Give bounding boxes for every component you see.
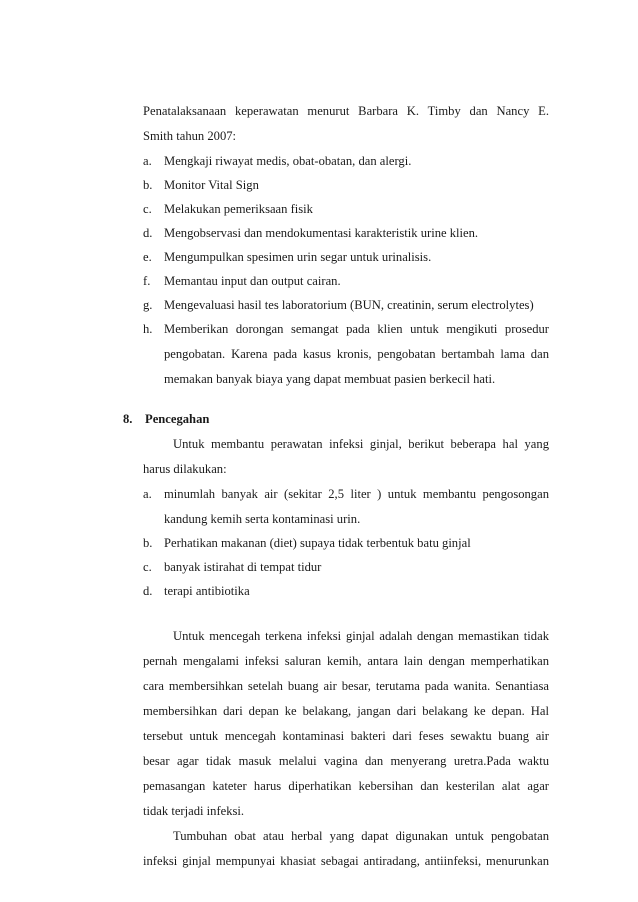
list-item-text: terapi antibiotika xyxy=(164,584,250,598)
list-item-text: Mengevaluasi hasil tes laboratorium (BUN, creatinin, serum electrolytes) xyxy=(164,298,534,312)
paragraph-line: cara membersihkan setelah buang air besar, terutama pada wanita. Senantiasa xyxy=(143,679,549,693)
list-item-text: Mengobservasi dan mendokumentasi karakteristik urine klien. xyxy=(164,226,479,240)
list-item-text: Perhatikan makanan (diet) supaya tidak terbentuk batu ginjal xyxy=(164,536,471,550)
list-item-label: h. xyxy=(143,322,153,336)
list-item-text: Memberikan dorongan semangat pada klien untuk mengikuti prosedur xyxy=(164,322,549,336)
list-item-label: d. xyxy=(143,226,153,240)
list-item-text: Mengkaji riwayat medis, obat-obatan, dan alergi. xyxy=(164,154,412,168)
list-item-text: minumlah banyak air (sekitar 2,5 liter ) untuk membantu pengosongan xyxy=(164,487,549,501)
paragraph-line: pemasangan kateter harus diperhatikan kebersihan dan kesterilan alat agar xyxy=(143,779,549,793)
list-item-text: Memantau input dan output cairan. xyxy=(164,274,341,288)
list-item-label: c. xyxy=(143,202,152,216)
paragraph-line: tidak terjadi infeksi. xyxy=(143,804,245,818)
section-intro-line-1: Untuk membantu perawatan infeksi ginjal, berikut beberapa hal yang xyxy=(173,437,549,451)
intro-line-2: Smith tahun 2007: xyxy=(143,129,237,143)
list-item-text: memakan banyak biaya yang dapat membuat pasien berkecil hati. xyxy=(164,372,496,386)
list-item-label: a. xyxy=(143,154,152,168)
paragraph-line: infeksi ginjal mempunyai khasiat sebagai antiradang, antiinfeksi, menurunkan xyxy=(143,854,549,868)
section-number: 8. xyxy=(123,412,133,426)
list-item-text: banyak istirahat di tempat tidur xyxy=(164,560,322,574)
list-item-label: c. xyxy=(143,560,152,574)
list-item-text: Melakukan pemeriksaan fisik xyxy=(164,202,313,216)
list-item-label: e. xyxy=(143,250,152,264)
list-item-label: d. xyxy=(143,584,153,598)
list-item-label: b. xyxy=(143,536,153,550)
section-title: Pencegahan xyxy=(145,412,210,426)
paragraph-line: Untuk mencegah terkena infeksi ginjal adalah dengan memastikan tidak xyxy=(173,629,549,643)
paragraph-line: tersebut untuk mencegah kontaminasi bakteri dari feses sewaktu buang air xyxy=(143,729,549,743)
list-item-text: Monitor Vital Sign xyxy=(164,178,259,192)
list-item-text: Mengumpulkan spesimen urin segar untuk urinalisis. xyxy=(164,250,432,264)
list-item-label: a. xyxy=(143,487,152,501)
list-item-label: f. xyxy=(143,274,151,288)
list-item-text: kandung kemih serta kontaminasi urin. xyxy=(164,512,361,526)
paragraph-line: pernah mengalami infeksi saluran kemih, antara lain dengan memperhatikan xyxy=(143,654,549,668)
paragraph-line: Tumbuhan obat atau herbal yang dapat digunakan untuk pengobatan xyxy=(173,829,549,843)
section-intro-line-2: harus dilakukan: xyxy=(143,462,227,476)
list-item-text: pengobatan. Karena pada kasus kronis, pengobatan bertambah lama dan xyxy=(164,347,549,361)
paragraph-line: membersihkan dari depan ke belakang, jangan dari belakang ke depan. Hal xyxy=(143,704,549,718)
intro-line-1: Penatalaksanaan keperawatan menurut Barbara K. Timby dan Nancy E. xyxy=(143,104,549,118)
paragraph-line: besar agar tidak masuk melalui vagina dan menyerang uretra.Pada waktu xyxy=(143,754,549,768)
list-item-label: g. xyxy=(143,298,153,312)
list-item-label: b. xyxy=(143,178,153,192)
